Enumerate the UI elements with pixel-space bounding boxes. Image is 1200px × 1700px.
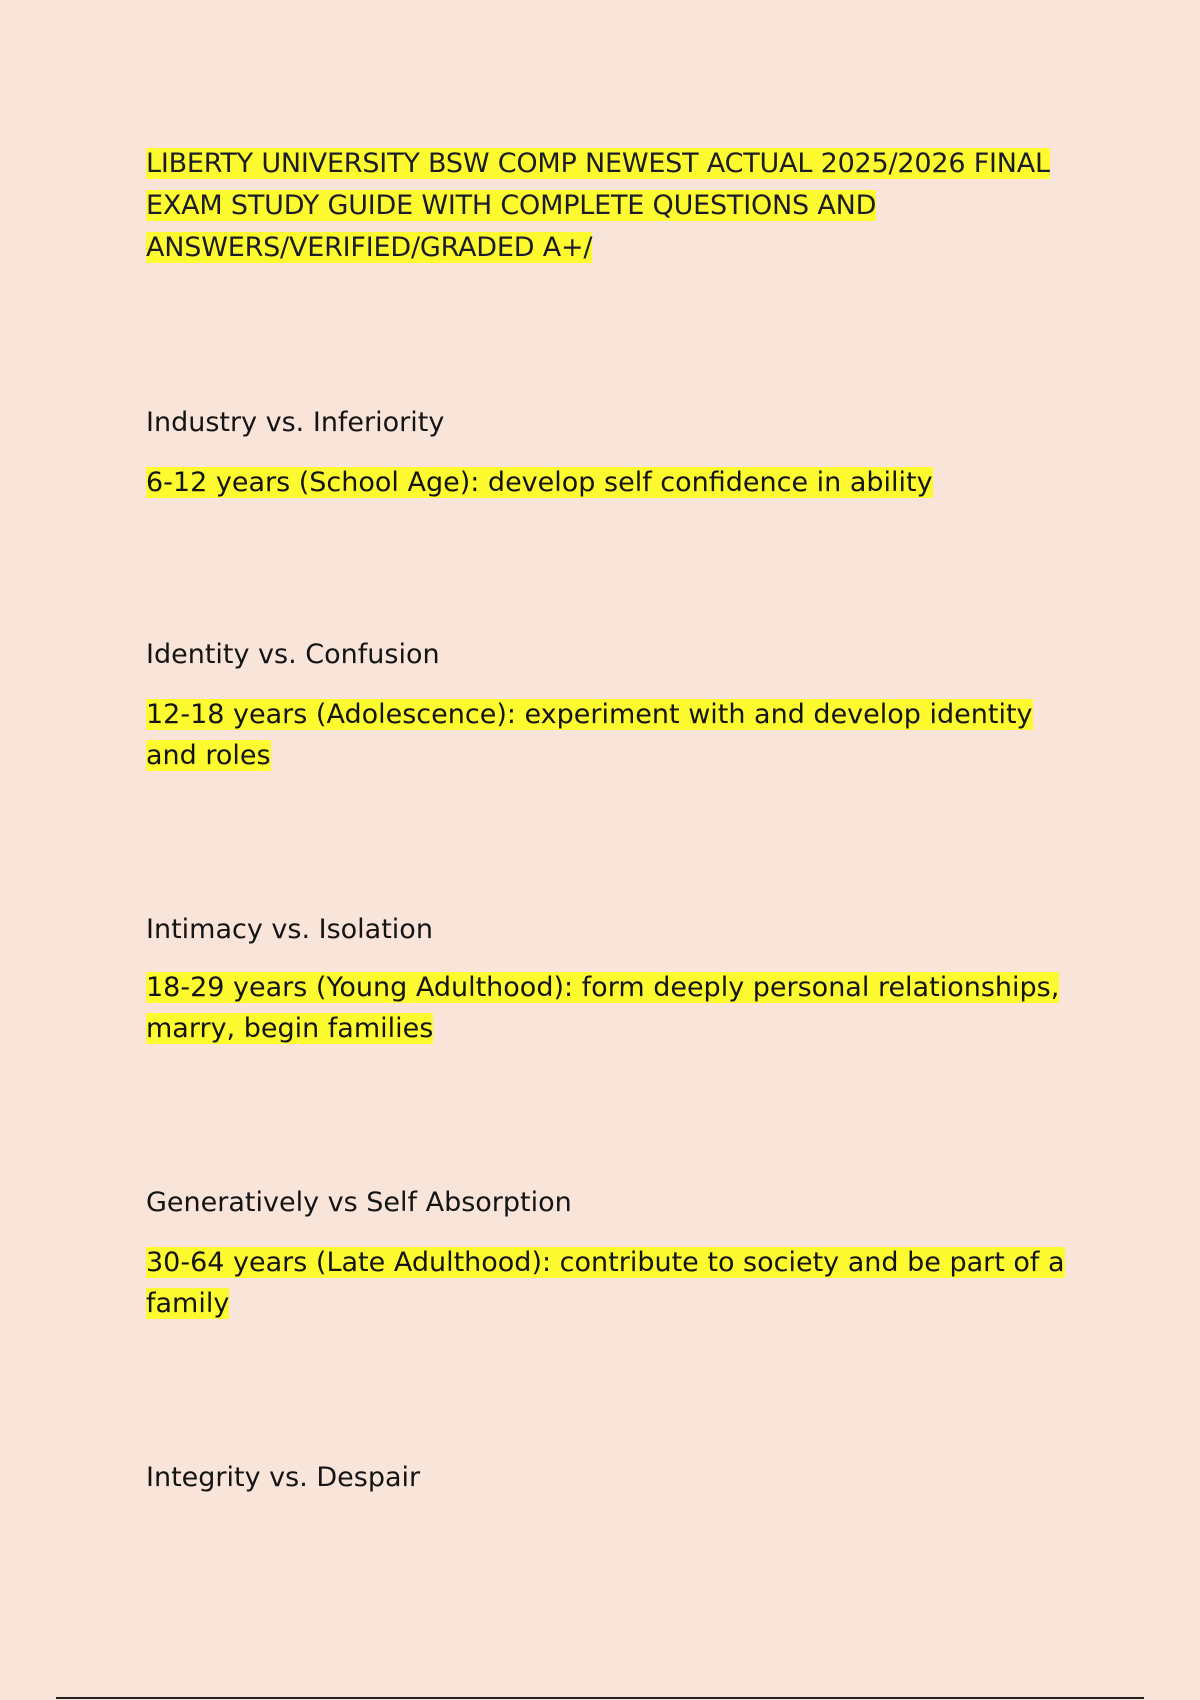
term-intimacy-vs-isolation: Intimacy vs. Isolation <box>146 914 433 945</box>
term-industry-vs-inferiority: Industry vs. Inferiority <box>146 407 445 438</box>
term-identity-vs-confusion: Identity vs. Confusion <box>146 639 440 670</box>
definition-industry-vs-inferiority <box>146 462 1066 503</box>
page-bottom-rule <box>56 1697 1144 1699</box>
definition-identity-vs-confusion <box>146 694 1066 776</box>
document-title <box>146 143 1076 269</box>
definition-text: 6-12 years (School Age): develop self confidence in ability <box>146 467 933 498</box>
definition-intimacy-vs-isolation <box>146 967 1066 1049</box>
definition-text: 18-29 years (Young Adulthood): form deeply personal relationships, marry, begin families <box>146 972 1060 1044</box>
document-title-text: LIBERTY UNIVERSITY BSW COMP NEWEST ACTUAL 2025/2026 FINAL EXAM STUDY GUIDE WITH COMPLETE QUESTIONS AND ANSWERS/VERIFIED/GRADED A+/ <box>146 148 1050 263</box>
definition-text: 30-64 years (Late Adulthood): contribute to society and be part of a family <box>146 1247 1065 1319</box>
term-generatively-vs-self-absorption: Generatively vs Self Absorption <box>146 1187 572 1218</box>
term-integrity-vs-despair: Integrity vs. Despair <box>146 1462 421 1493</box>
definition-generatively-vs-self-absorption <box>146 1242 1066 1324</box>
definition-text: 12-18 years (Adolescence): experiment with and develop identity and roles <box>146 699 1033 771</box>
